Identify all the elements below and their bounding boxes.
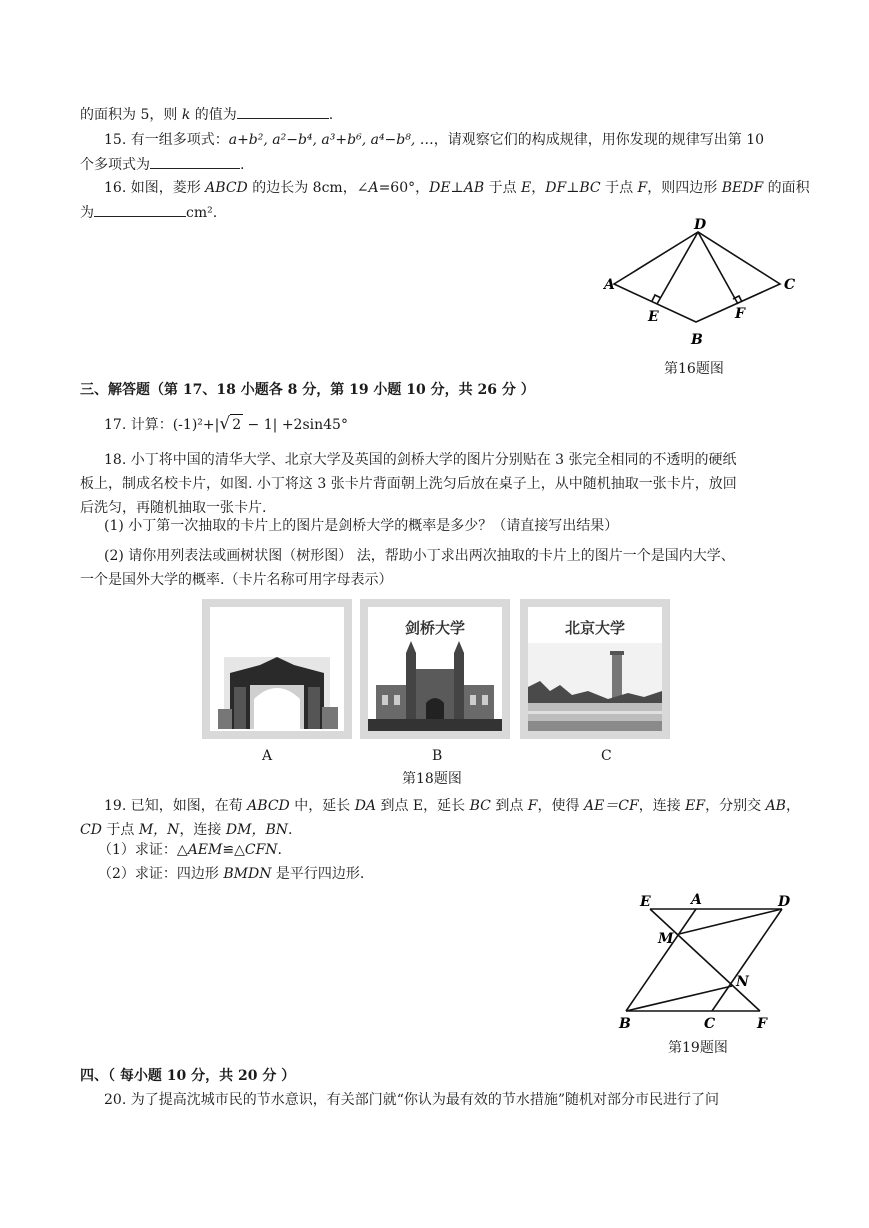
q19-line1: 19. 已知，如图，在荀 ABCD 中，延长 DA 到点 E，延长 BC 到点 F，使得 AE＝CF，连接 EF，分别交 AB， [104,798,800,814]
q17: 17. 计算：(-1)²+|√ 2 − 1| +2sin45° [104,414,348,434]
section-3-heading: 三、解答题（第 17、18 小题各 8 分，第 19 小题 10 分，共 26 分 ） [80,382,535,398]
q15-line1: 15. 有一组多项式：a+b², a²−b⁴, a³+b⁶, a⁴−b⁸, …，请观察它们的构成规律，用你发现的规律写出第 10 [104,132,765,148]
q18-line3: 后洗匀，再随机抽取一张卡片. [80,500,267,516]
q14-tail: 的面积为 5，则 k 的值为 . [80,104,333,125]
q16-line1: 16. 如图，菱形 ABCD 的边长为 8cm，∠A=60°，DE⊥AB 于点 E，DF⊥BC 于点 F，则四边形 BEDF 的面积 [104,180,810,196]
label-D: D [778,894,791,910]
q16-line2: 为 cm². [80,202,217,223]
q18-line2: 板上，制成名校卡片，如图. 小丁将这 3 张卡片背面朝上洗匀后放在桌子上，从中随机抽取一张卡片，放回 [80,476,737,492]
figure-18-caption: 第18题图 [402,771,462,787]
card-c [520,599,670,739]
label-F: F [735,306,745,322]
figure-16-caption: 第16题图 [664,361,724,377]
label-B: B [691,332,703,348]
q19-line2: CD 于点 M，N，连接 DM，BN. [80,822,293,838]
cambridge-college-image [368,607,502,731]
card-a [202,599,352,739]
answer-blank [150,154,240,169]
card-c-title: 北京大学 [564,619,625,637]
label-N: N [736,974,749,990]
card-b-title: 剑桥大学 [404,619,465,637]
figure-16-rhombus [600,218,800,356]
q18-part2-line1: (2) 请你用列表法或画树状图（树形图） 法，帮助小丁求出两次抽取的卡片上的图片一个是国内大学、 [104,548,735,564]
q18-line1: 18. 小丁将中国的清华大学、北京大学及英国的剑桥大学的图片分别贴在 3 张完全相同的不透明的硬纸 [104,452,737,468]
answer-blank [237,104,329,119]
card-b-label: B [432,748,443,764]
label-E: E [640,894,651,910]
label-C: C [704,1016,716,1032]
card-a-label: A [262,748,273,764]
label-A: A [691,892,702,908]
q19-part1: （1）求证：△AEM≌△CFN. [98,842,282,858]
card-c-label: C [601,748,612,764]
q15-polynomials: a+b², a²−b⁴, a³+b⁶, a⁴−b⁸, … [228,132,434,148]
q15-line2: 个多项式为 . [80,154,244,175]
label-E: E [648,309,659,325]
label-B: B [619,1016,631,1032]
tsinghua-gate-image [210,607,344,731]
peking-lake-image [528,607,662,731]
label-A: A [604,277,615,293]
label-F: F [757,1016,767,1032]
answer-blank [94,202,186,217]
label-C: C [784,277,796,293]
figure-19-caption: 第19题图 [668,1040,728,1056]
q18-part2-line2: 一个是国外大学的概率.（卡片名称可用字母表示） [80,572,393,588]
q18-part1: (1) 小丁第一次抽取的卡片上的图片是剑桥大学的概率是多少？（请直接写出结果） [104,518,619,534]
card-b [360,599,510,739]
label-D: D [694,218,707,233]
figure-19-parallelogram [612,888,798,1034]
q20-line1: 20. 为了提高沈城市民的节水意识，有关部门就“你认为最有效的节水措施”随机对部分市民进行了问 [104,1092,720,1108]
label-M: M [658,931,674,947]
section-4-heading: 四、（ 每小题 10 分，共 20 分 ） [80,1068,296,1084]
q19-part2: （2）求证：四边形 BMDN 是平行四边形. [98,866,365,882]
